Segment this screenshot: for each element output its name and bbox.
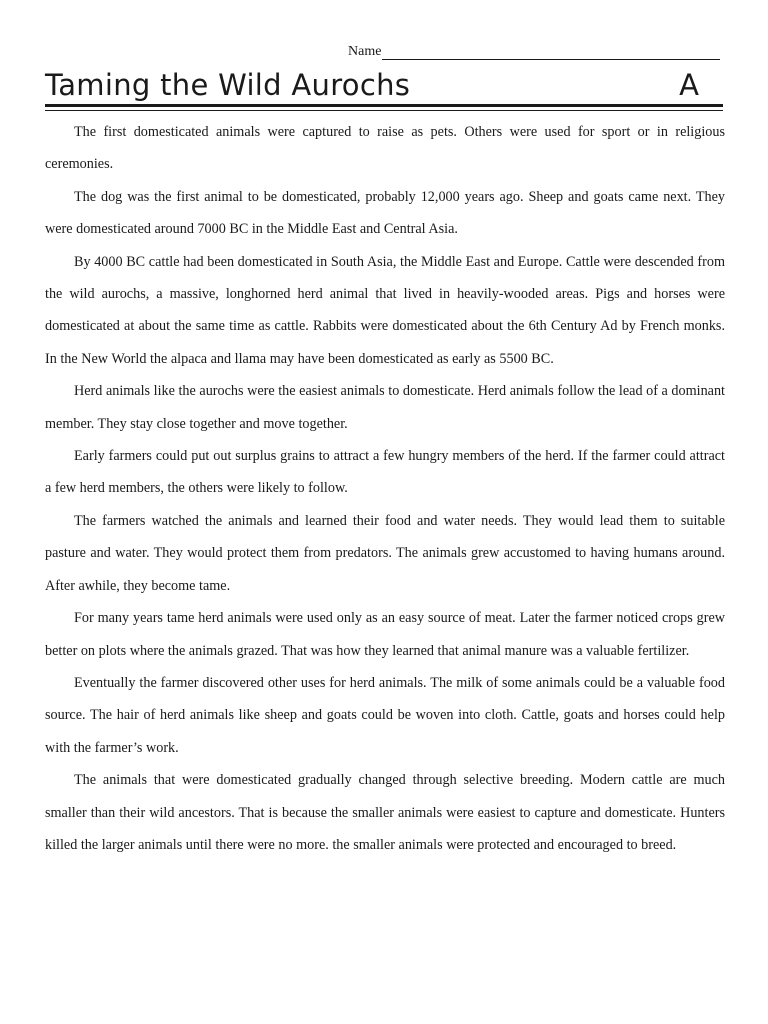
paragraph: Herd animals like the aurochs were the easiest animals to domesticate. Herd animals follow the lead of a dominant member. They stay close together and move together. (45, 383, 725, 432)
name-blank-field[interactable] (382, 45, 720, 60)
paragraph: For many years tame herd animals were used only as an easy source of meat. Later the farmer noticed crops grew better on plots where the animals grazed. That was how they learned that animal manure was a valuable fertilizer. (45, 610, 725, 659)
article-body (45, 116, 725, 861)
paragraph: The first domesticated animals were captured to raise as pets. Others were used for sport or in religious ceremonies. (45, 124, 725, 173)
paragraph: By 4000 BC cattle had been domesticated in South Asia, the Middle East and Europe. Cattle were descended from the wild aurochs, a massive, longhorned herd animal that lived in heavily-wooded areas. Pigs and horses were domesticated at about the same time as cattle. Rabbits were domesticated about the 6th Century Ad by French monks. In the New World the alpaca and llama may have been domesticated as early as 5500 BC. (45, 253, 725, 367)
paragraph: The dog was the first animal to be domesticated, probably 12,000 years ago. Sheep and goats came next. They were domesticated around 7000 BC in the Middle East and Central Asia. (45, 188, 725, 238)
paragraph: Eventually the farmer discovered other uses for herd animals. The milk of some animals could be a valuable food source. The hair of herd animals like sheep and goats could be woven into cloth. Cattle, goats and horses could help with the farmer’s work. (45, 674, 725, 756)
page-title: Taming the Wild Aurochs (45, 68, 411, 102)
paragraph: Early farmers could put out surplus grains to attract a few hungry members of the herd. If the farmer could attract a few herd members, the others were likely to follow. (45, 448, 725, 497)
paragraph: The farmers watched the animals and learned their food and water needs. They would lead them to suitable pasture and water. They would protect them from predators. The animals grew accustomed to having humans around. After awhile, they become tame. (45, 512, 725, 594)
title-bar (45, 64, 723, 107)
reading-level: A (679, 68, 699, 102)
paragraph: The animals that were domesticated gradually changed through selective breeding. Modern cattle are much smaller than their wild ancestors. That is because the smaller animals were easiest to capture and domesticate. Hunters killed the larger animals until there were no more. the smaller animals were protected and encouraged to breed. (45, 772, 725, 853)
name-label: Name (348, 44, 382, 59)
name-line (348, 44, 720, 60)
